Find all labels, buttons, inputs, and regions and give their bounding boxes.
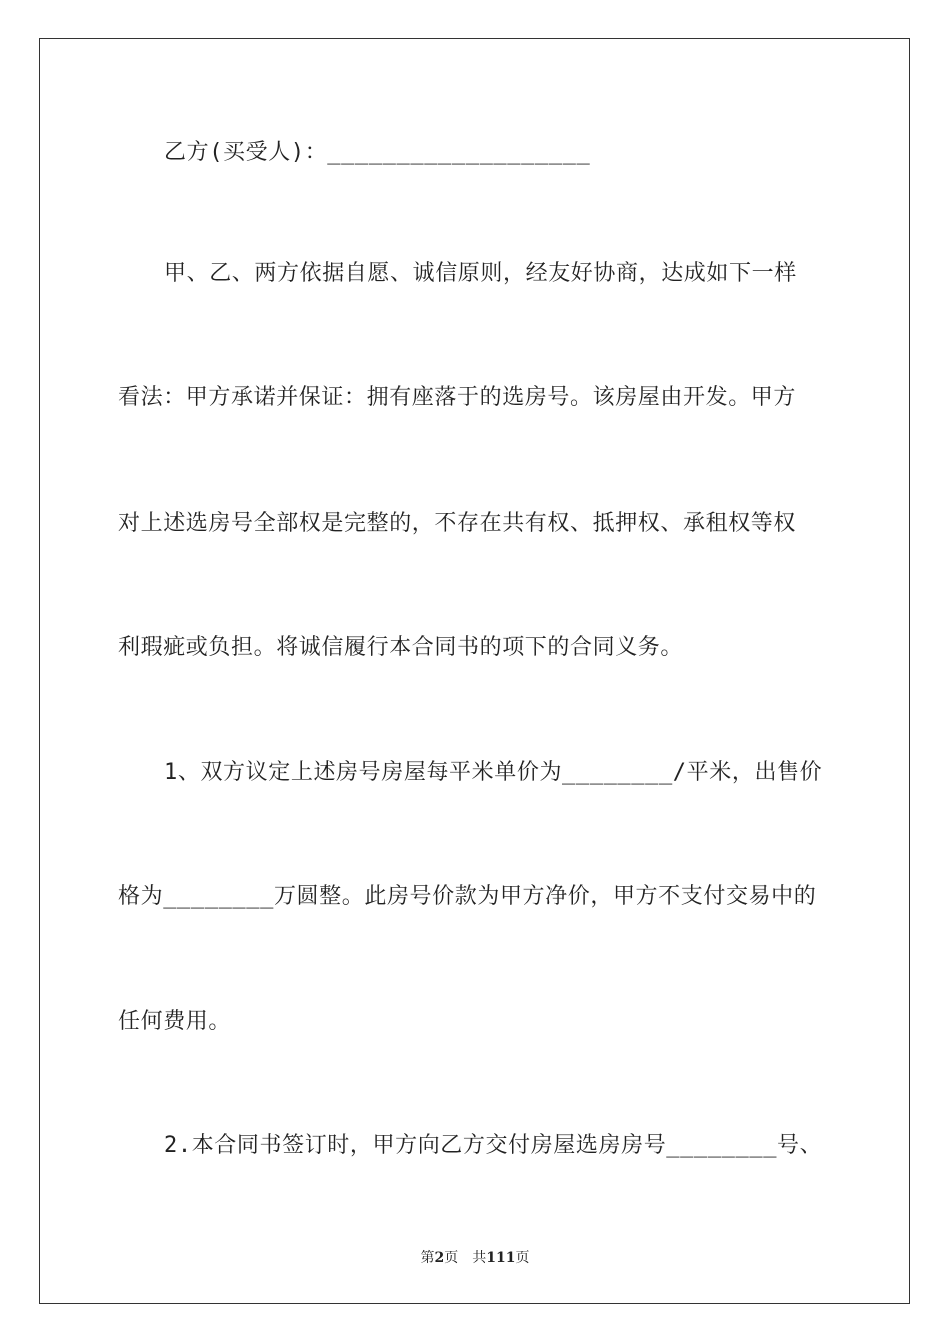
footer-total-prefix: 共 xyxy=(472,1250,487,1266)
paragraph-intro-line-4: 利瑕疵或负担。将诚信履行本合同书的项下的合同义务。 xyxy=(118,635,684,660)
paragraph-intro-line-3: 对上述选房号全部权是完整的，不存在共有权、抵押权、承租权等权 xyxy=(118,511,797,536)
clause-1-line-1: 1、双方议定上述房号房屋每平米单价为________/平米，出售价 xyxy=(164,760,823,785)
clause-2-line-1: 2.本合同书签订时，甲方向乙方交付房屋选房房号________号、 xyxy=(164,1133,823,1158)
page-footer xyxy=(0,1247,950,1267)
paragraph-intro-line-2: 看法：甲方承诺并保证：拥有座落于的选房号。该房屋由开发。甲方 xyxy=(118,385,797,410)
footer-page-number: 2 xyxy=(434,1250,445,1266)
footer-total-suffix: 页 xyxy=(515,1250,530,1266)
clause-1-line-2: 格为________万圆整。此房号价款为甲方净价，甲方不支付交易中的 xyxy=(118,884,817,909)
party-b-line: 乙方(买受人)：___________________ xyxy=(164,140,591,165)
paragraph-intro-line-1: 甲、乙、两方依据自愿、诚信原则，经友好协商，达成如下一样 xyxy=(164,261,797,286)
clause-1-line-3: 任何费用。 xyxy=(118,1009,232,1034)
footer-page-suffix: 页 xyxy=(444,1250,459,1266)
footer-total-number: 111 xyxy=(486,1250,516,1266)
footer-page-prefix: 第 xyxy=(420,1250,435,1266)
page-border xyxy=(39,38,910,1304)
